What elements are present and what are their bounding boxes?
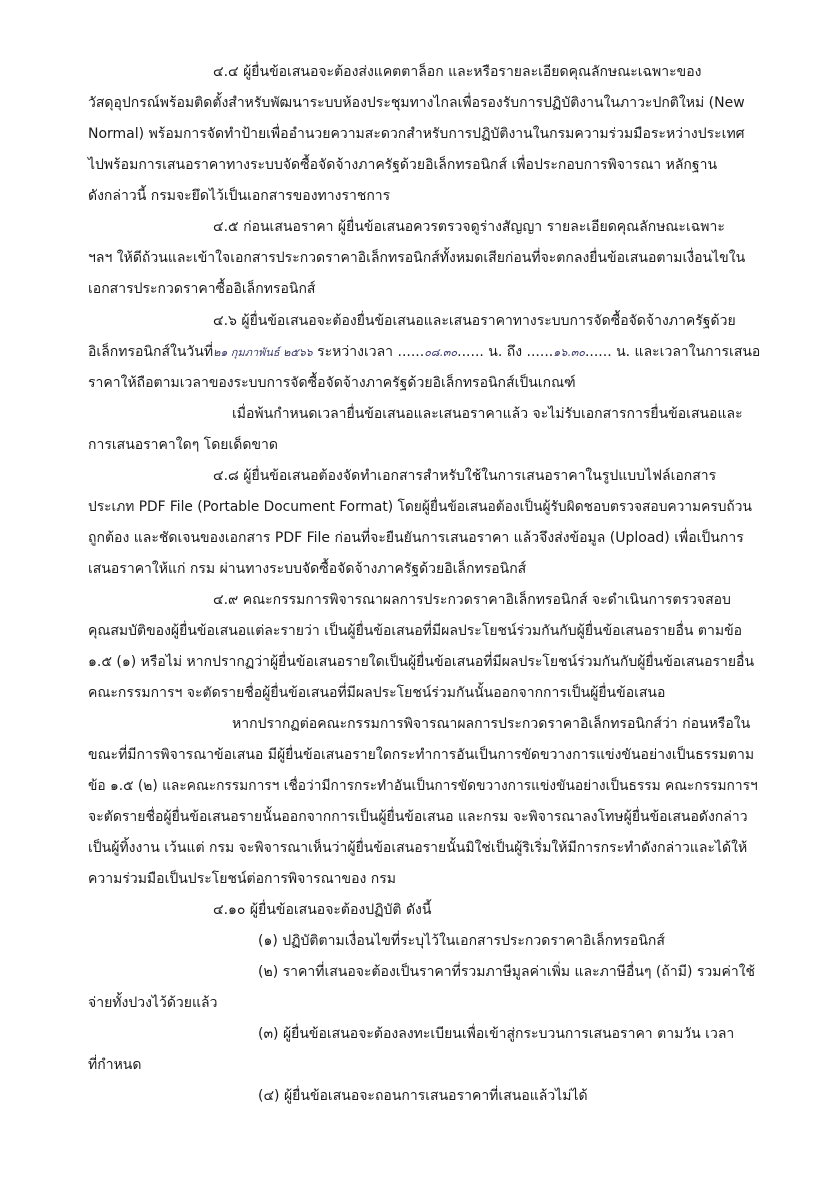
clause-4-10-item-3-cont: ที่กำหนด [88,1057,142,1073]
clause-4-10-item-3: (๓) ผู้ยื่นข้อเสนอจะต้องลงทะเบียนเพื่อเข้าสู่กระบวนการเสนอราคา ตามวัน เวลา [258,1026,735,1042]
handwritten-date: ๒๑ กุมภาพันธ์ ๒๕๖๖ [213,346,313,359]
clause-4-6-line-3: ราคาให้ถือตามเวลาของระบบการจัดซื้อจัดจ้างภาครัฐด้วยอิเล็กทรอนิกส์เป็นเกณฑ์ [88,375,576,391]
clause-4-10-item-4: (๔) ผู้ยื่นข้อเสนอจะถอนการเสนอราคาที่เสนอแล้วไม่ได้ [258,1088,588,1104]
clause-4-5-line-1: ๔.๕ ก่อนเสนอราคา ผู้ยื่นข้อเสนอควรตรวจดูร่างสัญญา รายละเอียดคุณลักษณะเฉพาะ [213,219,725,235]
clause-4-9-line-6: ขณะที่มีการพิจารณาข้อเสนอ มีผู้ยื่นข้อเสนอรายใดกระทำการอันเป็นการขัดขวางการแข่งขันอย่างเป็นธรรมตาม [88,747,755,763]
clause-4-10-item-1: (๑) ปฏิบัติตามเงื่อนไขที่ระบุไว้ในเอกสารประกวดราคาอิเล็กทรอนิกส์ [258,933,665,949]
clause-4-10-item-2-cont: จ่ายทั้งปวงไว้ด้วยแล้ว [88,995,218,1011]
clause-4-6-text-d: ...... น. และเวลาในการเสนอ [584,344,761,360]
clause-4-4-line-1: ๔.๔ ผู้ยื่นข้อเสนอจะต้องส่งแคตตาล็อก และหรือรายละเอียดคุณลักษณะเฉพาะของ [213,64,702,80]
clause-4-4-line-5: ดังกล่าวนี้ กรมจะยึดไว้เป็นเอกสารของทางราชการ [88,188,391,204]
clause-4-9-line-4: คณะกรรมการฯ จะตัดรายชื่อผู้ยื่นข้อเสนอที่มีผลประโยชน์ร่วมกันนั้นออกจากการเป็นผู้ยื่นข้อเสนอ [88,685,666,701]
clause-4-6-line-4: เมื่อพ้นกำหนดเวลายื่นข้อเสนอและเสนอราคาแล้ว จะไม่รับเอกสารการยื่นข้อเสนอและ [232,406,743,422]
clause-4-8-line-3: ถูกต้อง และชัดเจนของเอกสาร PDF File ก่อนที่จะยืนยันการเสนอราคา แล้วจึงส่งข้อมูล (Upload) เพื่อเป็นการ [88,530,744,546]
clause-4-9-line-3: ๑.๕ (๑) หรือไม่ หากปรากฏว่าผู้ยื่นข้อเสนอรายใดเป็นผู้ยื่นข้อเสนอที่มีผลประโยชน์ร่วมกันกับผู้ยื่นข้อเสนอรายอื่น [88,654,755,670]
handwritten-time-from: ๐๘.๓๐ [424,346,458,359]
clause-4-9-line-2: คุณสมบัติของผู้ยื่นข้อเสนอแต่ละรายว่า เป็นผู้ยื่นข้อเสนอที่มีผลประโยชน์ร่วมกันกับผู้ยื่นข้อเสนอรายอื่น ตามข้อ [88,623,743,639]
clause-4-5-line-3: เอกสารประกวดราคาซื้ออิเล็กทรอนิกส์ [88,281,316,297]
clause-4-9-line-1: ๔.๙ คณะกรรมการพิจารณาผลการประกวดราคาอิเล็กทรอนิกส์ จะดำเนินการตรวจสอบ [213,592,731,608]
clause-4-6-text-a: อิเล็กทรอนิกส์ในวันที่ [88,344,214,360]
clause-4-9-line-9: เป็นผู้ทิ้งงาน เว้นแต่ กรม จะพิจารณาเห็นว่าผู้ยื่นข้อเสนอรายนั้นมิใช่เป็นผู้ริเริ่มให้มีการกระทำดังกล่าวและได้ให้ [88,840,748,856]
clause-4-8-line-1: ๔.๘ ผู้ยื่นข้อเสนอต้องจัดทำเอกสารสำหรับใช้ในการเสนอราคาในรูปแบบไฟล์เอกสาร [213,468,717,484]
clause-4-6-text-b: ระหว่างเวลา ...... [317,344,425,360]
clause-4-9-line-7: ข้อ ๑.๕ (๒) และคณะกรรมการฯ เชื่อว่ามีการกระทำอันเป็นการขัดขวางการแข่งขันอย่างเป็นธรรม คณะกรรมการฯ [88,778,758,794]
clause-4-6-text-c: ...... น. ถึง ...... [457,344,554,360]
clause-4-6-line-1: ๔.๖ ผู้ยื่นข้อเสนอจะต้องยื่นข้อเสนอและเสนอราคาทางระบบการจัดซื้อจัดจ้างภาครัฐด้วย [213,313,736,329]
clause-4-4-line-3: Normal) พร้อมการจัดทำป้ายเพื่ออำนวยความสะดวกสำหรับการปฏิบัติงานในกรมความร่วมมือระหว่างประเทศ [88,126,745,142]
clause-4-6-line-5: การเสนอราคาใดๆ โดยเด็ดขาด [88,437,278,453]
clause-4-10-line-1: ๔.๑๐ ผู้ยื่นข้อเสนอจะต้องปฏิบัติ ดังนี้ [213,902,432,918]
handwritten-time-to: ๑๖.๓๐ [553,346,585,359]
clause-4-6-line-2 [88,342,760,363]
clause-4-4-line-2: วัสดุอุปกรณ์พร้อมติดตั้งสำหรับพัฒนาระบบห้องประชุมทางไกลเพื่อรองรับการปฏิบัติงานในภาวะปกติใหม่ (New [88,95,745,111]
clause-4-5-line-2: ฯลฯ ให้ดีถ้วนและเข้าใจเอกสารประกวดราคาอิเล็กทรอนิกส์ทั้งหมดเสียก่อนที่จะตกลงยื่นข้อเสนอตามเงื่อนไขใน [88,250,746,266]
clause-4-9-line-8: จะตัดรายชื่อผู้ยื่นข้อเสนอรายนั้นออกจากการเป็นผู้ยื่นข้อเสนอ และกรม จะพิจารณาลงโทษผู้ยื่นข้อเสนอดังกล่าว [88,809,748,825]
clause-4-9-line-10: ความร่วมมือเป็นประโยชน์ต่อการพิจารณาของ กรม [88,871,397,887]
clause-4-4-line-4: ไปพร้อมการเสนอราคาทางระบบจัดซื้อจัดจ้างภาครัฐด้วยอิเล็กทรอนิกส์ เพื่อประกอบการพิจารณา หลักฐาน [88,157,718,173]
clause-4-8-line-2: ประเภท PDF File (Portable Document Format) โดยผู้ยื่นข้อเสนอต้องเป็นผู้รับผิดชอบตรวจสอบความครบถ้วน [88,499,752,515]
clause-4-10-item-2: (๒) ราคาที่เสนอจะต้องเป็นราคาที่รวมภาษีมูลค่าเพิ่ม และภาษีอื่นๆ (ถ้ามี) รวมค่าใช้ [258,964,756,980]
clause-4-9-line-5: หากปรากฏต่อคณะกรรมการพิจารณาผลการประกวดราคาอิเล็กทรอนิกส์ว่า ก่อนหรือใน [232,716,751,732]
clause-4-8-line-4: เสนอราคาให้แก่ กรม ผ่านทางระบบจัดซื้อจัดจ้างภาครัฐด้วยอิเล็กทรอนิกส์ [88,561,527,577]
